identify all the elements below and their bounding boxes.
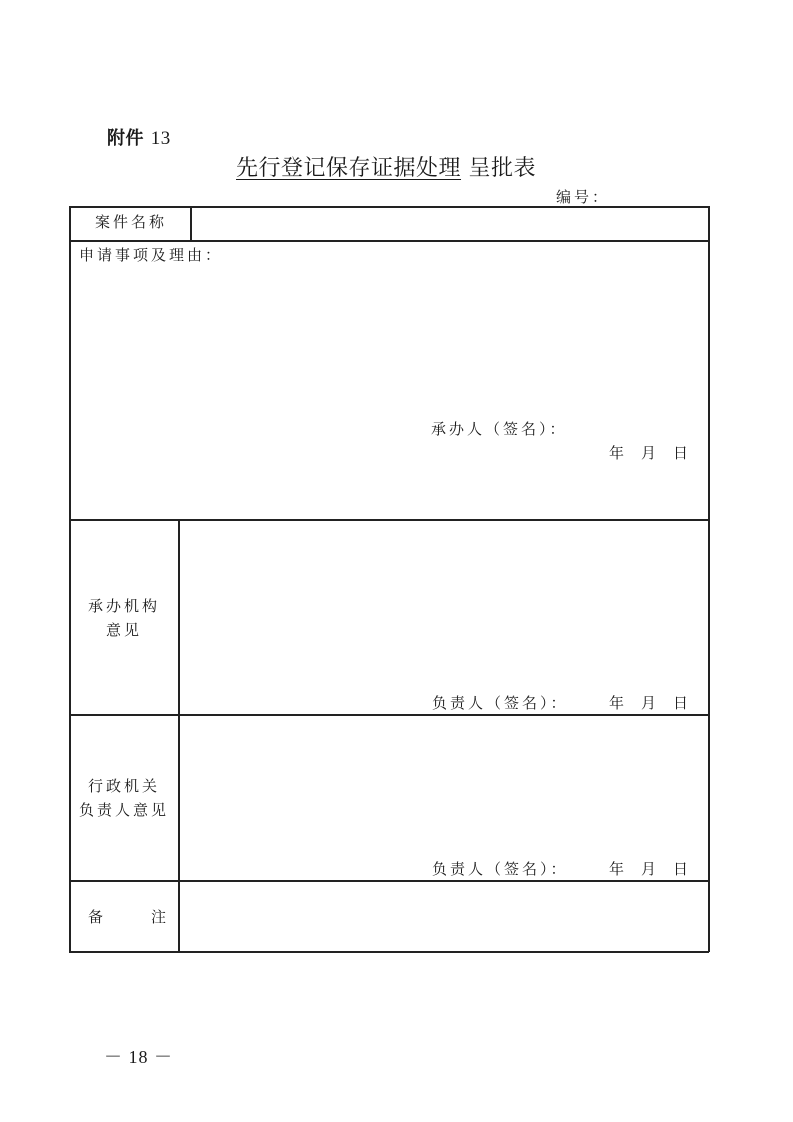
authority-opinion-date: 年 月 日 <box>609 860 690 878</box>
attachment-label <box>107 124 171 150</box>
row-divider-application <box>69 519 709 521</box>
column-divider-opinions <box>178 519 180 952</box>
title-underlined-part: 先行登记保存证据处理 <box>236 156 462 181</box>
agency-opinion-label <box>70 594 178 642</box>
authority-opinion-label <box>70 774 178 822</box>
form-bottom-border <box>69 951 709 953</box>
attachment-word: 附件 <box>107 128 144 149</box>
handler-signature-label: 承办人（签名）： <box>431 420 568 438</box>
agency-opinion-label-line2: 意见 <box>105 621 142 639</box>
authority-signature-label: 负责人（签名）： <box>432 860 569 878</box>
row-divider-agency <box>69 714 709 716</box>
agency-signature-label: 负责人（签名）： <box>432 694 569 712</box>
case-name-label: 案件名称 <box>95 213 168 231</box>
application-date: 年 月 日 <box>609 444 690 462</box>
authority-opinion-label-line1: 行政机关 <box>87 777 160 795</box>
agency-opinion-date: 年 月 日 <box>609 694 690 712</box>
authority-opinion-label-line2: 负责人意见 <box>78 801 169 819</box>
page-title <box>236 151 536 182</box>
remarks-label: 备 注 <box>88 908 173 926</box>
row-divider-case-name <box>69 240 709 242</box>
title-rest-part: 呈批表 <box>468 156 537 181</box>
form-left-border <box>69 206 71 952</box>
agency-opinion-label-line1: 承办机构 <box>87 597 160 615</box>
serial-number-label: 编号： <box>556 188 611 206</box>
form-right-border <box>708 206 710 952</box>
page-number: － 18 － <box>104 1047 173 1067</box>
form-top-border <box>69 206 709 208</box>
application-label: 申请事项及理由： <box>79 246 224 264</box>
attachment-number: 13 <box>150 128 171 149</box>
column-divider-case-name <box>190 206 192 241</box>
row-divider-authority <box>69 880 709 882</box>
